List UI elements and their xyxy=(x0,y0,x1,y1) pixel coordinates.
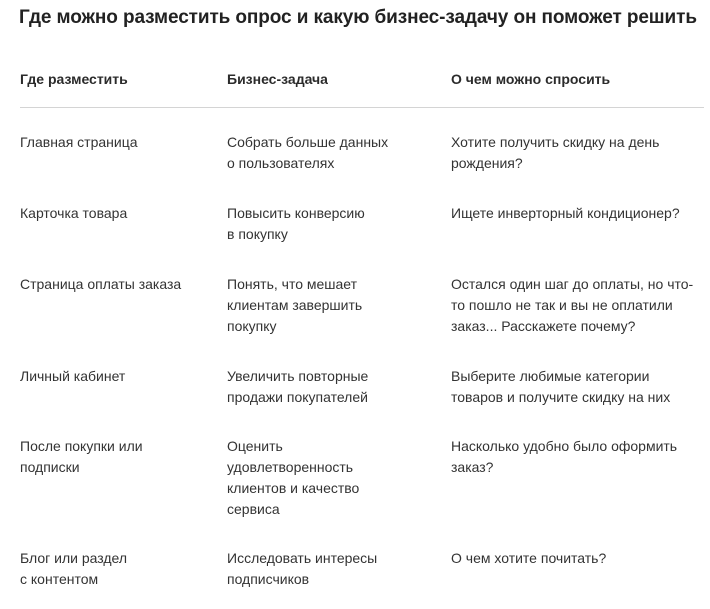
cell-place xyxy=(20,274,210,295)
cell-question xyxy=(451,203,701,224)
cell-line: Повысить конверсию xyxy=(227,205,365,221)
cell-line: сервиса xyxy=(227,501,280,517)
table-row xyxy=(20,366,704,436)
cell-line: покупку xyxy=(227,318,277,334)
table-body xyxy=(20,132,704,598)
cell-line: Оценить xyxy=(227,438,283,454)
cell-line: Карточка товара xyxy=(20,205,128,221)
survey-placement-table xyxy=(20,67,704,598)
table-header-row xyxy=(20,67,704,108)
cell-task xyxy=(227,366,417,408)
cell-line: Понять, что мешает xyxy=(227,276,358,292)
cell-line: удовлетворенность xyxy=(227,459,354,475)
cell-place xyxy=(20,436,210,478)
cell-task xyxy=(227,132,417,174)
column-header-task: Бизнес-задача xyxy=(227,71,328,87)
cell-line: клиентам завершить xyxy=(227,297,363,313)
table-row xyxy=(20,203,704,274)
cell-question xyxy=(451,366,701,408)
cell-place xyxy=(20,203,210,224)
page-title: Где можно разместить опрос и какую бизнес-задачу он поможет решить xyxy=(19,7,697,28)
cell-line: с контентом xyxy=(20,571,99,587)
cell-task xyxy=(227,203,417,245)
column-header-place: Где разместить xyxy=(20,71,128,87)
cell-line: Ищете инверторный кондиционер? xyxy=(451,205,680,221)
cell-task xyxy=(227,548,417,590)
table-row xyxy=(20,132,704,203)
cell-question xyxy=(451,548,701,569)
cell-line: Личный кабинет xyxy=(20,368,126,384)
cell-line: Остался один шаг до оплаты, но что- xyxy=(451,276,694,292)
cell-task xyxy=(227,436,417,520)
column-header-question: О чем можно спросить xyxy=(451,71,611,87)
cell-line: Выберите любимые категории xyxy=(451,368,650,384)
cell-task xyxy=(227,274,417,337)
cell-line: товаров и получите скидку на них xyxy=(451,389,671,405)
cell-place xyxy=(20,366,210,387)
cell-place xyxy=(20,548,210,590)
table-row xyxy=(20,548,704,598)
cell-line: клиентов и качество xyxy=(227,480,360,496)
table-row xyxy=(20,436,704,548)
cell-line: заказ... Расскажете почему? xyxy=(451,318,636,334)
cell-line: Собрать больше данных xyxy=(227,134,389,150)
cell-question xyxy=(451,436,701,478)
cell-line: рождения? xyxy=(451,155,523,171)
cell-line: Страница оплаты заказа xyxy=(20,276,182,292)
cell-question xyxy=(451,132,701,174)
cell-line: продажи покупателей xyxy=(227,389,368,405)
cell-question xyxy=(451,274,701,337)
cell-line: О чем хотите почитать? xyxy=(451,550,607,566)
cell-line: подписчиков xyxy=(227,571,310,587)
cell-line: Насколько удобно было оформить xyxy=(451,438,678,454)
cell-line: Увеличить повторные xyxy=(227,368,369,384)
cell-line: то пошло не так и вы не оплатили xyxy=(451,297,673,313)
table-row xyxy=(20,274,704,366)
cell-line: заказ? xyxy=(451,459,494,475)
cell-line: Блог или раздел xyxy=(20,550,128,566)
cell-line: Хотите получить скидку на день xyxy=(451,134,660,150)
cell-line: подписки xyxy=(20,459,80,475)
cell-place xyxy=(20,132,210,153)
cell-line: После покупки или xyxy=(20,438,143,454)
cell-line: о пользователях xyxy=(227,155,335,171)
cell-line: Исследовать интересы xyxy=(227,550,378,566)
cell-line: в покупку xyxy=(227,226,288,242)
cell-line: Главная страница xyxy=(20,134,138,150)
